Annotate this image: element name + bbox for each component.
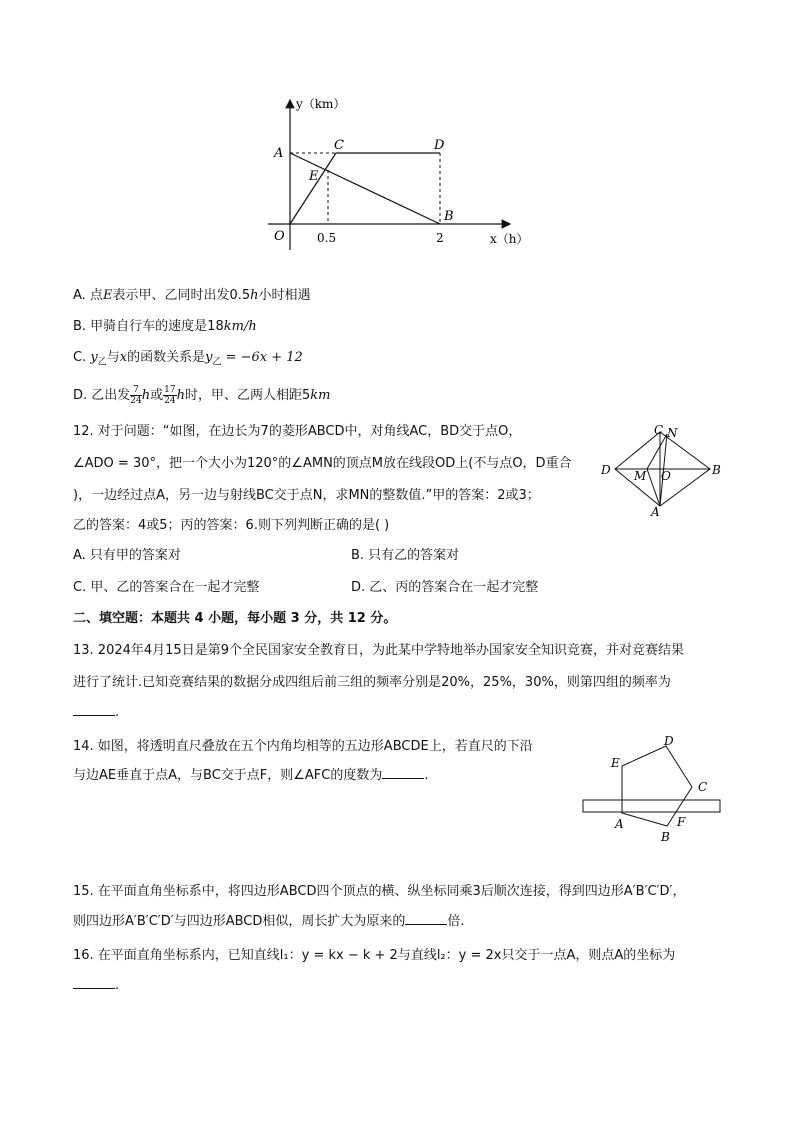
q16-line1: 16. 在平面直角坐标系内，已知直线l₁：y = kx − k + 2与直线l₂：y = 2x只交于一点A，则点A的坐标为 <box>73 948 676 963</box>
tick-2: 2 <box>436 231 444 245</box>
fraction-7-24: $\frac{7}{24}$ <box>130 385 142 406</box>
y-axis-label: y（km） <box>296 97 346 111</box>
origin-label: O <box>274 229 285 244</box>
label-b: B <box>444 209 454 224</box>
q15-line1: 15. 在平面直角坐标系中，将四边形ABCD四个顶点的横、纵坐标同乘3后顺次连接，得到四边形A′B′C′D′， <box>73 884 686 899</box>
q12-line4: 乙的答案：4或5；丙的答案：6.则下列判断正确的是( ) <box>73 518 390 533</box>
label-c: C <box>334 138 344 153</box>
fig12-label-c: C <box>654 423 664 437</box>
q12-option-d: D. 乙、丙的答案合在一起才完整 <box>351 580 539 595</box>
q13-line1: 13. 2024年4月15日是第9个全民国家安全教育日，为此某中学特地举办国家安全知识竞赛，并对竞赛结果 <box>73 643 684 658</box>
fig14-label-e: E <box>611 756 620 770</box>
answer-blank <box>73 976 115 989</box>
q16-line2: . <box>73 976 119 996</box>
q13-line2: 进行了统计.已知竞赛结果的数据分成四组后前三组的频率分别是20%，25%，30%，则第四组的频率为 <box>73 675 671 690</box>
fraction-17-24: $\frac{17}{24}$ <box>164 385 176 406</box>
fig14-label-d: D <box>664 734 674 748</box>
q12-line3: )，一边经过点A，另一边与射线BC交于点N，求MN的整数值.”甲的答案：2或3； <box>73 488 540 503</box>
label-a: A <box>274 146 284 161</box>
q12-line2: ∠ADO = 30°，把一个大小为120°的∠AMN的顶点M放在线段OD上(不与点O，D重合 <box>73 456 572 471</box>
fig12-label-m: M <box>634 469 647 483</box>
answer-blank <box>405 912 447 925</box>
fig14-label-b: B <box>661 830 670 844</box>
q14-line1: 14. 如图，将透明直尺叠放在五个内角均相等的五边形ABCDE上，若直尺的下沿 <box>73 739 533 754</box>
tick-05: 0.5 <box>317 231 337 245</box>
fig12-label-d: D <box>601 463 611 477</box>
q11-option-c: C. $y_乙$与x的函数关系是$y_乙 = -6x + 12$ <box>73 350 303 368</box>
label-d: D <box>434 138 445 153</box>
pentagon-ruler-figure <box>575 730 735 850</box>
q11-option-a: A. 点E表示甲、乙同时出发0.5h小时相遇 <box>73 288 311 303</box>
q15-line2: 则四边形A′B′C′D′与四边形ABCD相似，周长扩大为原来的 倍. <box>73 914 465 929</box>
section-title: 二、填空题：本题共 4 小题，每小题 3 分，共 12 分。 <box>73 611 397 626</box>
answer-blank <box>73 703 115 716</box>
q11-option-d: D. 乙出发 $\frac{7}{24}$ h或 $\frac{17}{24}$ h时，甲、乙两人相距5km <box>73 385 331 406</box>
q11-option-b: B. 甲骑自行车的速度是18km/h <box>73 319 257 334</box>
distance-time-graph <box>260 90 540 250</box>
q12-line1: 12. 对于问题：“如图，在边长为7的菱形ABCD中，对角线AC，BD交于点O， <box>73 424 522 439</box>
fig12-label-o: O <box>661 469 671 483</box>
q12-option-a: A. 只有甲的答案对 <box>73 548 181 563</box>
fig14-label-c: C <box>698 780 708 794</box>
fig12-label-n: N <box>667 426 678 440</box>
label-e: E <box>309 169 319 184</box>
q12-option-c: C. 甲、乙的答案合在一起才完整 <box>73 580 260 595</box>
answer-blank <box>382 766 424 779</box>
q13-line3: . <box>73 703 119 723</box>
fig12-label-a: A <box>651 505 660 519</box>
fig14-label-a: A <box>615 817 624 831</box>
fig14-label-f: F <box>677 815 686 829</box>
q14-line2: 与边AE垂直于点A，与BC交于点F，则∠AFC的度数为 . <box>73 768 429 783</box>
fig12-label-b: B <box>712 463 721 477</box>
x-axis-label: x（h） <box>490 232 529 246</box>
rhombus-figure <box>595 420 725 520</box>
q12-option-b: B. 只有乙的答案对 <box>351 548 460 563</box>
